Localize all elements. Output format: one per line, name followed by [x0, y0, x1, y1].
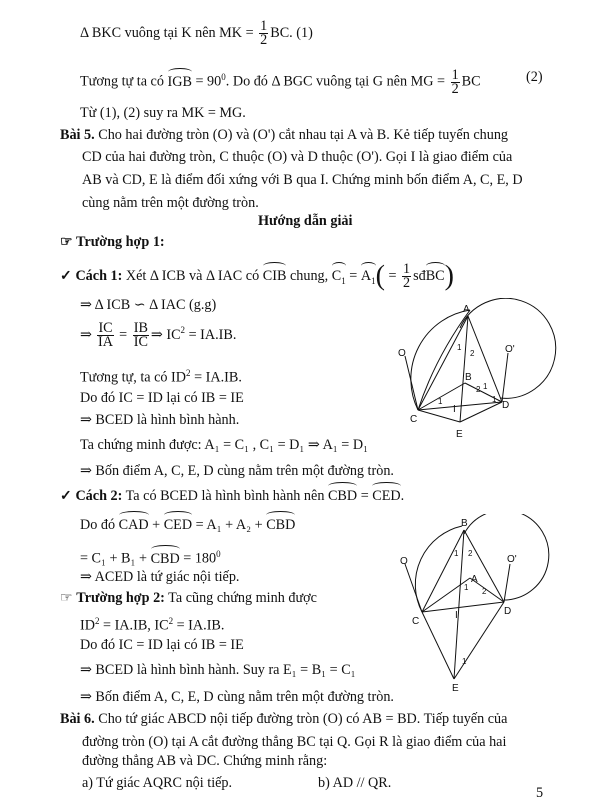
text: ID: [80, 617, 95, 634]
line-bkc: [80, 20, 313, 47]
exponent: 2: [168, 616, 174, 626]
bai6-option-a: a) Tứ giác AQRC nội tiếp.: [82, 775, 233, 791]
cach1-label: Cách 1:: [75, 267, 123, 284]
text: chung,: [286, 267, 332, 284]
angle-cib: CIB: [262, 267, 287, 284]
bai5-line1: [60, 126, 508, 144]
angle-cad: CAD: [118, 517, 149, 533]
text: BC. (1): [270, 24, 313, 41]
text: = A₁ + A₂ +: [192, 517, 267, 533]
text: Tương tự, ta có ID: [80, 369, 187, 386]
fraction: [259, 20, 268, 47]
cach2-line: [60, 487, 404, 505]
text: Ta cũng chứng minh được: [164, 590, 317, 606]
label-a: A: [471, 574, 478, 585]
text: Do đó: [80, 517, 119, 533]
tag-2: (2): [526, 69, 543, 85]
huong-dan-heading: Hướng dẫn giải: [258, 213, 353, 229]
frac-den: 2: [403, 275, 411, 291]
text: BC: [461, 73, 481, 90]
line-tu-1-2: Từ (1), (2) suy ra MK = MG.: [80, 105, 246, 121]
angle-num: 1: [454, 549, 459, 558]
label-o: O: [400, 556, 408, 567]
text: Δ BKC vuông tại K nên MK =: [80, 24, 258, 41]
text: sđ: [413, 267, 426, 284]
exponent: 2: [180, 325, 186, 336]
text: Cho tứ giác ABCD nội tiếp đường tròn (O) có AB = BD. Tiếp tuyến của: [94, 711, 508, 727]
fraction: [451, 66, 460, 97]
frac-num: 1: [403, 261, 411, 277]
text: ⇒: [80, 326, 92, 343]
arc-bc: BC: [425, 267, 445, 284]
text: Cho hai đường tròn (O) và (O') cắt nhau tại A và B. Kẻ tiếp tuyến chung: [94, 127, 509, 143]
text: = IA.IB.: [173, 617, 225, 634]
seg-op-d: [504, 564, 510, 602]
sum-line: [80, 545, 221, 568]
aced-line: ⇒ ACED là tứ giác nội tiếp.: [80, 569, 240, 585]
text: Tương tự ta có: [80, 73, 168, 90]
id2-line: [80, 612, 224, 635]
seg-op-d: [502, 353, 508, 402]
angle-num: 1: [483, 382, 488, 391]
cach1-line: ✓ Cách 1: Xét Δ ICB và Δ IAC có CIB chung, $C_1 = A_1$( = $\frac{1}{2}$ sđBC): [60, 260, 454, 292]
label-a: A: [463, 304, 470, 315]
circle-o-arc: [415, 526, 462, 612]
label-c: C: [410, 414, 418, 425]
angle-cbd: CBD: [150, 550, 180, 567]
angle-num: 2: [476, 385, 481, 394]
text: Xét Δ ICB và Δ IAC có: [122, 267, 263, 284]
seg-d-e: [454, 602, 504, 679]
seg-b-c: [422, 530, 464, 612]
seg-o-c: [405, 564, 422, 612]
bai6-line1: [60, 710, 507, 728]
do-do-line-3: Do đó IC = ID lại có IB = IE: [80, 637, 244, 653]
text: = IA.IB, IC: [99, 617, 169, 634]
angle-num: 2: [482, 587, 487, 596]
check-icon: ✓: [60, 267, 72, 284]
seg-o-c: [405, 356, 418, 410]
bced-line-1: ⇒ BCED là hình bình hành.: [80, 412, 240, 428]
label-e: E: [452, 683, 459, 694]
line-igb: [80, 68, 481, 96]
page-number: 5: [536, 785, 544, 801]
truong-hop-1: [60, 233, 165, 251]
text: ⇒ IC: [150, 326, 181, 343]
angle-cbd: CBD: [266, 517, 296, 533]
bai6-label: Bài 6.: [60, 711, 95, 727]
angle-num: 1: [492, 395, 497, 404]
label-b: B: [465, 372, 472, 383]
bced-line-2: ⇒ BCED là hình bình hành. Suy ra E₁ = B₁ = C₁: [80, 662, 356, 678]
frac-den: IA: [98, 334, 114, 350]
bai6-option-b: b) AD // QR.: [318, 775, 392, 791]
degree: 0: [221, 72, 226, 82]
text: = 90: [191, 73, 222, 90]
tuong-tu-line: [80, 364, 242, 387]
label-d: D: [504, 606, 512, 617]
exponent: 2: [94, 616, 100, 626]
text: A: [360, 267, 372, 284]
label-op: O': [507, 554, 517, 565]
text: =: [357, 488, 373, 504]
truong-hop-2: [60, 589, 317, 607]
frac-den: 2: [451, 80, 459, 97]
bon-diem-line-2: ⇒ Bốn điểm A, C, E, D cùng nằm trên một đường tròn.: [80, 689, 394, 705]
bai5-line2: CD của hai đường tròn, C thuộc (O) và D thuộc (O'). Gọi I là giao điểm của: [82, 149, 513, 165]
text: = IA.IB.: [190, 369, 242, 386]
pointer-icon: ☞: [60, 234, 73, 250]
text: Trường hợp 2:: [76, 590, 165, 606]
fraction: [402, 263, 411, 290]
text: .: [400, 488, 405, 504]
angle-c1: $C_1$: [332, 267, 346, 290]
label-b: B: [461, 518, 468, 529]
bai5-label: Bài 5.: [60, 127, 95, 143]
do-do-line-1: Do đó IC = ID lại có IB = IE: [80, 390, 244, 406]
bai5-line3: AB và CD, E là điểm đối xứng với B qua I. Chứng minh bốn điểm A, C, E, D: [82, 172, 523, 188]
do-do-line-2: [80, 516, 295, 534]
ratio-line: ⇒ $\frac{IC}{IA}$ = $\frac{IB}{IC}$ ⇒ $IC^2 = IA.IB$.: [80, 320, 237, 350]
bai6-line3: đường thẳng AB và DC. Chứng minh rằng:: [82, 753, 328, 769]
angle-num: 2: [468, 549, 473, 558]
bon-diem-line-1: ⇒ Bốn điểm A, C, E, D cùng nằm trên một đường tròn.: [80, 463, 394, 479]
angle-igb: IGB: [167, 73, 192, 90]
ta-chung-minh-line: Ta chứng minh được: A₁ = C₁ , C₁ = D₁ ⇒ A₁ = D₁: [80, 437, 369, 453]
label-d: D: [502, 400, 510, 411]
angle-num: 1: [464, 583, 469, 592]
check-icon: ✓: [60, 488, 72, 504]
exponent: 2: [186, 368, 191, 378]
angle-a1: $A_1$: [361, 267, 376, 290]
angle-ced: CED: [372, 488, 401, 504]
frac-num: IC: [98, 320, 113, 336]
frac-den: IC: [133, 334, 148, 350]
label-i: I: [453, 404, 456, 415]
angle-num: 1: [462, 657, 467, 666]
text: Trường hợp 1:: [76, 234, 165, 250]
text: = C₁ + B₁ +: [80, 550, 151, 567]
label-i: I: [455, 610, 458, 621]
fraction: [97, 322, 113, 349]
label-e: E: [456, 429, 463, 440]
text: = IA.IB.: [185, 326, 237, 343]
angle-num: 1: [438, 397, 443, 406]
similar-triangles: ⇒ Δ ICB ∽ Δ IAC (g.g): [80, 297, 217, 313]
figure-case2: [392, 514, 572, 694]
figure-case1: [380, 298, 565, 448]
bai5-line4: cùng nằm trên một đường tròn.: [82, 195, 259, 211]
seg-c-e: [422, 612, 454, 679]
angle-num: 1: [457, 343, 462, 352]
pointer-icon: ☞: [60, 590, 73, 606]
frac-den: 2: [260, 32, 268, 48]
label-o: O: [398, 348, 406, 359]
fraction: [133, 322, 149, 349]
angle-cbd: CBD: [327, 488, 358, 504]
degree: 0: [216, 549, 221, 559]
text: Ta có BCED là hình bình hành nên: [122, 488, 328, 504]
text: =: [345, 267, 361, 284]
text: = 180: [179, 550, 217, 567]
cach2-label: Cách 2:: [75, 488, 123, 504]
angle-num: 2: [470, 349, 475, 358]
text: C: [331, 267, 342, 284]
bai6-line2: đường tròn (O) tại A cắt đường thẳng BC tại Q. Gọi R là giao điểm của hai: [82, 734, 507, 750]
frac-num: IB: [133, 320, 148, 336]
angle-ced: CED: [163, 517, 193, 533]
frac-num: 1: [451, 66, 459, 83]
text: +: [148, 517, 164, 533]
label-op: O': [505, 344, 515, 355]
text: . Do đó Δ BGC vuông tại G nên MG =: [225, 73, 449, 90]
label-c: C: [412, 616, 420, 627]
frac-num: 1: [260, 18, 268, 34]
